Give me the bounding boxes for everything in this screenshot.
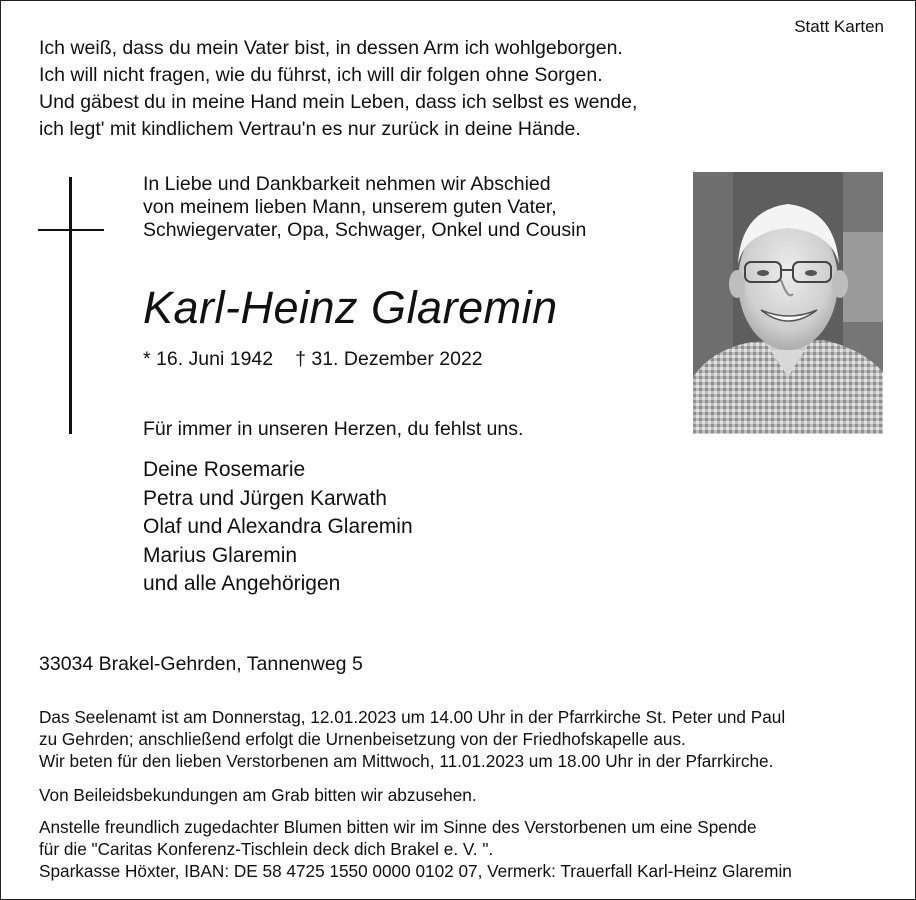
poem-line: Und gäbest du in meine Hand mein Leben, dass ich selbst es wende, (39, 91, 638, 113)
mourner: Petra und Jürgen Karwath (143, 486, 387, 510)
address: 33034 Brakel-Gehrden, Tannenweg 5 (39, 653, 363, 675)
donation-line: Sparkasse Höxter, IBAN: DE 58 4725 1550 0000 0102 07, Vermerk: Trauerfall Karl-Heinz Glaremin (39, 861, 792, 881)
poem-line: ich legt' mit kindlichem Vertrau'n es nur zurück in deine Hände. (39, 118, 581, 140)
service-line: Das Seelenamt ist am Donnerstag, 12.01.2023 um 14.00 Uhr in der Pfarrkirche St. Peter und Paul (39, 707, 786, 727)
service-line: zu Gehrden; anschließend erfolgt die Urnenbeisetzung von der Friedhofskapelle aus. (39, 729, 686, 749)
deceased-name: Karl-Heinz Glaremin (143, 282, 558, 333)
statt-karten-label: Statt Karten (794, 17, 884, 36)
intro-line: Schwiegervater, Opa, Schwager, Onkel und Cousin (143, 219, 587, 241)
birth-date: * 16. Juni 1942 (143, 348, 274, 370)
death-date: † 31. Dezember 2022 (295, 348, 483, 370)
intro-text (143, 173, 586, 242)
service-line: Wir beten für den lieben Verstorbenen am Mittwoch, 11.01.2023 um 18.00 Uhr in der Pfarrkirche. (39, 751, 774, 771)
poem (39, 35, 637, 143)
donation-line: Anstelle freundlich zugedachter Blumen bitten wir im Sinne des Verstorbenen um eine Spende (39, 817, 757, 837)
intro-line: von meinem lieben Mann, unserem guten Vater, (143, 196, 557, 218)
service-info (39, 706, 785, 772)
mourner: Deine Rosemarie (143, 458, 306, 481)
condolence-note: Von Beileidsbekundungen am Grab bitten wir abzusehen. (39, 785, 477, 805)
portrait-photo (693, 172, 883, 434)
mourner: und alle Angehörigen (143, 572, 341, 595)
life-dates (143, 348, 483, 371)
farewell-line: Für immer in unseren Herzen, du fehlst uns. (143, 418, 524, 440)
mourner: Olaf und Alexandra Glaremin (143, 515, 413, 538)
donation-info (39, 816, 792, 882)
mourner: Marius Glaremin (143, 543, 298, 567)
intro-line: In Liebe und Dankbarkeit nehmen wir Abschied (143, 173, 551, 195)
donation-line: für die "Caritas Konferenz-Tischlein deck dich Brakel e. V. ". (39, 839, 494, 859)
poem-line: Ich will nicht fragen, wie du führst, ich will dir folgen ohne Sorgen. (39, 64, 603, 86)
poem-line: Ich weiß, dass du mein Vater bist, in dessen Arm ich wohlgeborgen. (39, 37, 623, 59)
mourners-list (143, 456, 413, 599)
